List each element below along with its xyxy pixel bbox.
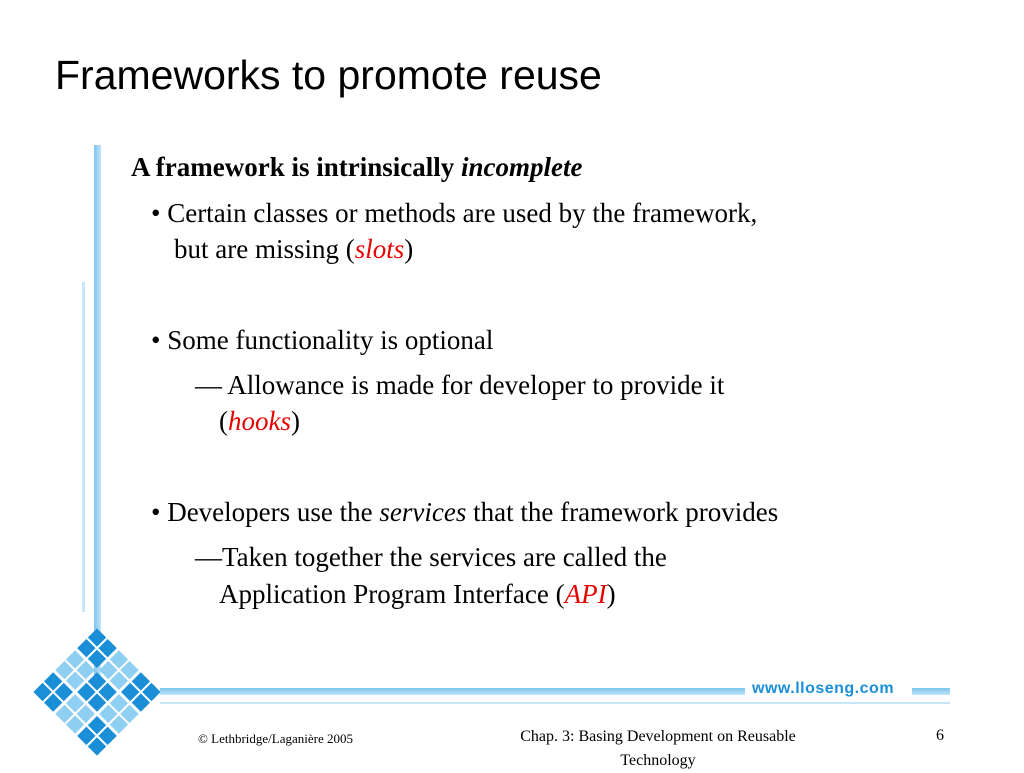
page-number: 6: [936, 727, 944, 744]
footer-chapter: [478, 725, 838, 773]
sub-2-post: ): [291, 406, 300, 436]
footer-copyright: © Lethbridge/Laganière 2005: [198, 731, 353, 746]
sub-3-pre: Application Program Interface (: [219, 579, 565, 609]
horizontal-rule-right: [912, 688, 950, 695]
bullet-3: [151, 495, 778, 529]
sub-bullet-3-line-1: —Taken together the services are called the: [195, 542, 667, 572]
keyword-slots: slots: [354, 234, 405, 264]
sub-bullet-2-line-1: — Allowance is made for developer to provide it: [195, 370, 725, 400]
horizontal-rule: [160, 688, 745, 695]
heading-emphasis: incomplete: [460, 152, 583, 182]
bullet-1-line-2: [174, 232, 413, 266]
bullet-3-emphasis: services: [379, 497, 467, 527]
slide-title: Frameworks to promote reuse: [55, 52, 602, 98]
sub-3-post: ): [606, 579, 616, 609]
keyword-api: API: [564, 579, 607, 609]
bullet-1-pre: but are missing (: [174, 234, 355, 264]
footer-chapter-line-2: Technology: [620, 752, 696, 769]
heading-line: [131, 150, 582, 184]
horizontal-rule-thin: [160, 702, 950, 704]
diamond-grid-logo-icon: [30, 625, 165, 760]
keyword-hooks: hooks: [228, 406, 291, 436]
sub-bullet-3-line-2: [219, 577, 616, 611]
bullet-2: • Some functionality is optional: [151, 325, 494, 355]
footer-chapter-line-1: Chap. 3: Basing Development on Reusable: [520, 728, 796, 745]
sub-2-pre: (: [219, 406, 228, 436]
bullet-3-post: that the framework provides: [466, 497, 779, 527]
sub-bullet-2-line-2: [219, 404, 300, 438]
site-url: www.lloseng.com: [752, 680, 895, 697]
bullet-1-line-1: • Certain classes or methods are used by the framework,: [151, 198, 758, 228]
bullet-3-pre: • Developers use the: [151, 497, 380, 527]
heading-text: A framework is intrinsically: [131, 152, 461, 182]
vertical-rule-thin: [82, 282, 85, 612]
vertical-rule: [94, 145, 101, 705]
bullet-1-post: ): [404, 234, 414, 264]
